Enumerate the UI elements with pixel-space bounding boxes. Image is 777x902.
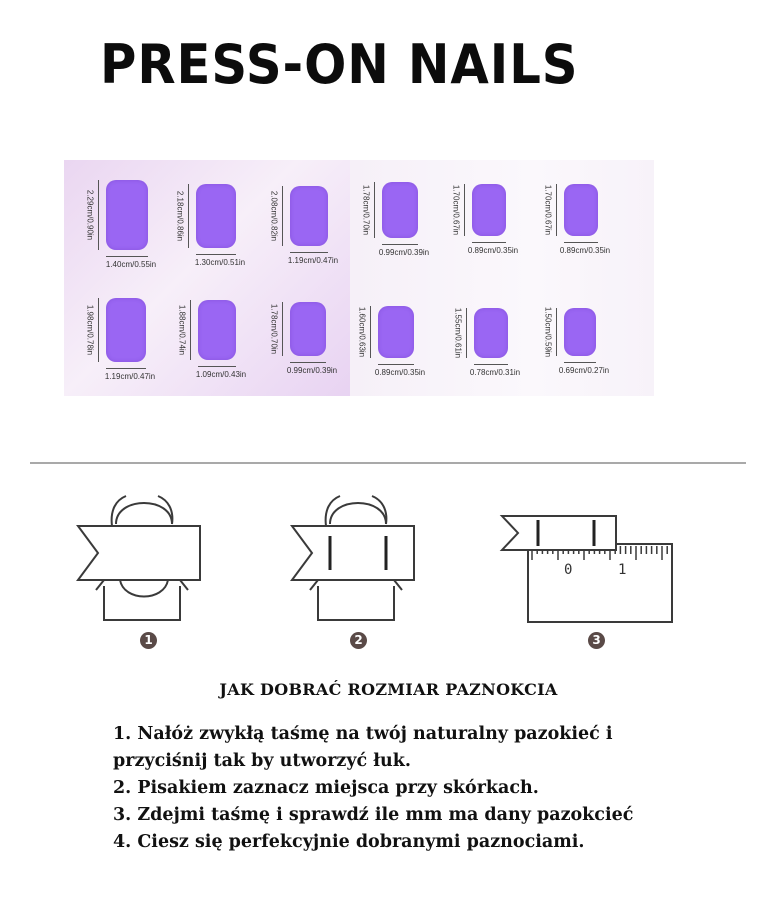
- nail-width-label: 0.89cm/0.35in: [467, 246, 519, 255]
- height-measure-line: [188, 184, 189, 248]
- height-measure-line: [464, 184, 465, 236]
- width-measure-line: [564, 362, 596, 363]
- instructions-list: [113, 721, 733, 856]
- instruction-line: 3. Zdejmi taśmę i sprawdź ile mm ma dany pazokcieć: [113, 805, 634, 825]
- step-1-badge: 1: [140, 632, 157, 649]
- step-3-illustration: [498, 506, 678, 626]
- width-measure-line: [290, 252, 328, 253]
- nail-shape: [564, 184, 598, 236]
- sizing-guide-heading: JAK DOBRAĆ ROZMIAR PAZNOKCIA: [219, 680, 558, 699]
- nail-height-label: 2.29cm/0.90in: [85, 189, 95, 241]
- width-measure-line: [290, 362, 326, 363]
- nail-width-label: 1.30cm/0.51in: [194, 258, 246, 267]
- width-measure-line: [196, 254, 236, 255]
- nail-height-label: 1.88cm/0.74in: [177, 304, 187, 356]
- nail-shape: [106, 298, 146, 362]
- tape-on-nail-icon: [76, 486, 206, 622]
- height-measure-line: [556, 308, 557, 356]
- width-measure-line: [564, 242, 598, 243]
- nail-width-label: 1.19cm/0.47in: [287, 256, 339, 265]
- step-1-illustration: [76, 486, 206, 622]
- nail-height-label: 1.50cm/0.59in: [543, 306, 553, 358]
- step-2-badge: 2: [350, 632, 367, 649]
- instruction-line: 2. Pisakiem zaznacz miejsca przy skórkach.: [113, 778, 539, 798]
- nail-height-label: 1.78cm/0.70in: [269, 303, 279, 355]
- nail-size-chart: [64, 160, 654, 396]
- nail-width-label: 0.69cm/0.27in: [558, 366, 610, 375]
- instruction-line: 1. Nałóż zwykłą taśmę na twój naturalny pazokieć i: [113, 724, 613, 744]
- ruler-label-1: 1: [618, 562, 627, 578]
- width-measure-line: [378, 364, 414, 365]
- instruction-line: przyciśnij tak by utworzyć łuk.: [113, 751, 411, 771]
- height-measure-line: [282, 302, 283, 356]
- nail-shape: [290, 302, 326, 356]
- nail-height-label: 2.18cm/0.86in: [175, 190, 185, 242]
- height-measure-line: [98, 180, 99, 250]
- nail-height-label: 1.98cm/0.78in: [85, 304, 95, 356]
- nail-height-label: 1.70cm/0.67in: [451, 184, 461, 236]
- width-measure-line: [382, 244, 418, 245]
- ruler-label-0: 0: [564, 562, 573, 578]
- nail-shape: [196, 184, 236, 248]
- nail-shape: [378, 306, 414, 358]
- nail-height-label: 1.55cm/0.61in: [453, 307, 463, 359]
- height-measure-line: [370, 306, 371, 358]
- height-measure-line: [282, 186, 283, 246]
- height-measure-line: [190, 300, 191, 360]
- nail-width-label: 1.19cm/0.47in: [104, 372, 156, 381]
- step-3-badge: 3: [588, 632, 605, 649]
- nail-width-label: 0.89cm/0.35in: [374, 368, 426, 377]
- width-measure-line: [472, 242, 506, 243]
- nail-shape: [106, 180, 148, 250]
- height-measure-line: [374, 182, 375, 238]
- tape-marked-icon: [290, 486, 420, 622]
- nail-height-label: 1.70cm/0.67in: [543, 184, 553, 236]
- nail-width-label: 1.40cm/0.55in: [105, 260, 157, 269]
- nail-shape: [382, 182, 418, 238]
- nail-width-label: 0.99cm/0.39in: [286, 366, 338, 375]
- nail-shape: [472, 184, 506, 236]
- nail-height-label: 1.60cm/0.63in: [357, 306, 367, 358]
- nail-width-label: 1.09cm/0.43in: [195, 370, 247, 379]
- nail-height-label: 1.78cm/0.70in: [361, 184, 371, 236]
- nail-shape: [474, 308, 508, 358]
- nail-width-label: 0.89cm/0.35in: [559, 246, 611, 255]
- nail-height-label: 2.08cm/0.82in: [269, 190, 279, 242]
- tape-on-ruler-icon: [498, 506, 678, 626]
- section-divider: [30, 462, 746, 464]
- instruction-line: 4. Ciesz się perfekcyjnie dobranymi paznociami.: [113, 832, 585, 852]
- nail-width-label: 0.78cm/0.31in: [469, 368, 521, 377]
- width-measure-line: [106, 368, 146, 369]
- nail-shape: [290, 186, 328, 246]
- width-measure-line: [474, 364, 508, 365]
- page-title: PRESS-ON NAILS: [100, 33, 579, 96]
- height-measure-line: [466, 308, 467, 358]
- width-measure-line: [198, 366, 236, 367]
- nail-shape: [198, 300, 236, 360]
- height-measure-line: [556, 184, 557, 236]
- nail-width-label: 0.99cm/0.39in: [378, 248, 430, 257]
- width-measure-line: [106, 256, 148, 257]
- height-measure-line: [98, 298, 99, 362]
- step-2-illustration: [290, 486, 420, 622]
- nail-shape: [564, 308, 596, 356]
